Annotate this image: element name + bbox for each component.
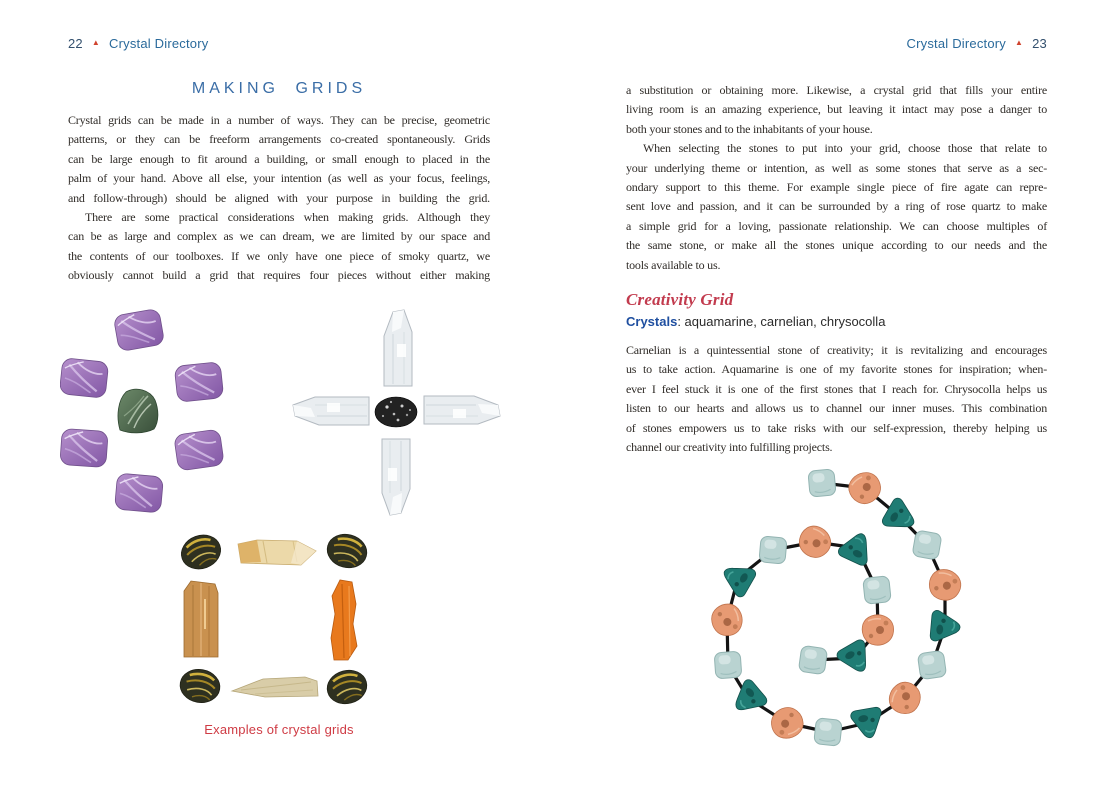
crystal-grids-illustration: [60, 305, 510, 715]
chapter-heading: MAKING GRIDS: [191, 80, 367, 97]
stone-carnelian: [709, 602, 744, 638]
stone-quartz: [382, 439, 410, 515]
text-line: listen to our hearts and allows us to channel our inner muses. This combination: [626, 401, 1047, 416]
text-line: palm of your hand. Above all else, your intention (as well as your focus, feelings,: [68, 171, 490, 186]
text-line: us to take action. Aquamarine is one of my favorite stones for inspiration; when-: [626, 362, 1047, 377]
stone-charoite: [60, 428, 108, 467]
stone-spear: [232, 677, 318, 697]
text-line: There are some practical considerations when making grids. Although they: [85, 210, 490, 225]
crystals-list: [626, 314, 885, 329]
text-line: Carnelian is a quintessential stone of creativity; it is revitalizing and encourages: [626, 343, 1047, 357]
text-line: a simple grid for a loving, passionate relationship. We can choose multiples of: [626, 218, 1047, 233]
stone-aqua: [759, 536, 787, 564]
stone-aqua: [714, 651, 742, 679]
text-line: the same stone, or make all the stones unique according to our needs and the: [626, 238, 1047, 253]
section-heading: Creativity Grid: [626, 290, 734, 309]
right-page-body-top: [626, 81, 1047, 275]
stone-charoite: [113, 308, 165, 351]
stone-chrysocolla: [850, 706, 885, 740]
stone-chrysocolla: [837, 528, 877, 567]
stone-charoite: [174, 429, 225, 471]
text-line: your underlying theme or intention, as well as some stones that serve as a sec-: [626, 160, 1047, 175]
text-line: Crystal grids can be made in a number of ways. They can be precise, geometric: [68, 113, 490, 127]
stone-chrysocolla: [930, 610, 962, 643]
stone-carnelian: [925, 565, 965, 604]
text-line: can be large enough to fit around a building, or small enough to placed in the: [68, 151, 490, 166]
stone-charoite: [174, 362, 224, 403]
stone-tigereye: [177, 530, 226, 575]
right-running-head: [907, 36, 1047, 51]
stone-quartz: [384, 310, 412, 386]
stone-quartz: [424, 396, 500, 424]
stone-topaz: [184, 581, 218, 657]
triangle-bullet-icon: ▲: [91, 37, 100, 47]
stone-chrysocolla: [717, 558, 757, 599]
running-head-title-left: Crystal Directory: [109, 36, 209, 51]
left-running-head: [68, 36, 208, 51]
stone-chrysocolla: [835, 638, 876, 678]
text-line: and follow-through) should be aligned with your purpose in building the grid.: [68, 190, 490, 205]
stone-aqua: [917, 650, 946, 679]
stone-seraphinite: [118, 389, 158, 433]
text-line: the contents of our toolboxes. If we only have one piece of smoky quartz, we: [68, 248, 490, 263]
stone-tigereye: [323, 530, 370, 572]
page-number-right: 23: [1032, 36, 1047, 51]
stone-carnelian: [844, 467, 886, 509]
stone-aqua: [863, 576, 892, 605]
stone-carnelian: [884, 677, 926, 719]
stone-citrine: [238, 540, 316, 565]
stone-obsidian: [375, 397, 417, 427]
stone-tigereye: [177, 666, 222, 705]
text-line: a substitution or obtaining more. Likewise, a crystal grid that fills your entire: [626, 83, 1047, 97]
stone-carnelian: [862, 615, 893, 645]
stone-aqua: [912, 530, 942, 560]
stone-carnelian: [767, 703, 807, 742]
stone-aqua: [798, 645, 827, 674]
text-line: tools available to us.: [626, 257, 721, 272]
stone-orangeblade: [331, 580, 357, 660]
stone-charoite: [60, 358, 109, 399]
text-line: ondary support to this theme. For example single piece of fire agate can repre-: [626, 180, 1047, 195]
right-page-body-section: [626, 341, 1047, 457]
stone-tigereye: [323, 666, 370, 708]
text-line: obviously cannot build a grid that requires four pieces without either making: [68, 268, 490, 283]
text-line: When selecting the stones to put into your grid, choose those that relate to: [643, 141, 1047, 156]
page-number-left: 22: [68, 36, 83, 51]
text-line: both your stones and to the inhabitants of your house.: [626, 121, 873, 136]
running-head-title-right: Crystal Directory: [906, 36, 1006, 51]
text-line: ever I feel stuck it is one of the first stones that I reach for. Chrysocolla helps us: [626, 381, 1047, 396]
illustration-caption: Examples of crystal grids: [204, 722, 354, 737]
triangle-bullet-icon: ▲: [1015, 37, 1024, 47]
stone-chrysocolla: [727, 678, 769, 720]
stone-carnelian: [793, 520, 837, 563]
text-line: can be as large and complex as we can dream, we are limited by our space and: [68, 229, 490, 244]
stone-quartz: [293, 397, 369, 425]
text-line: sent love and passion, and it can be surrounded by a ring of rose quartz to make: [626, 199, 1047, 214]
text-line: patterns, or they can be freeform arrangements co-created spontaneously. Grids: [68, 132, 490, 147]
crystals-names: : aquamarine, carnelian, chrysocolla: [677, 314, 886, 329]
left-page-body: [68, 111, 490, 286]
stone-aqua: [808, 469, 836, 497]
text-line: of stones empowers us to take risks with our self-expression, thereby helping us: [626, 420, 1047, 435]
stone-aqua: [814, 718, 843, 747]
spiral-grid-illustration: [690, 465, 1000, 765]
stone-charoite: [115, 473, 164, 513]
crystals-label: Crystals: [626, 314, 678, 329]
text-line: channel our creativity into fulfilling projects.: [626, 440, 833, 455]
text-line: living room is an amazing experience, but leaving it intact may pose a danger to: [626, 102, 1047, 117]
